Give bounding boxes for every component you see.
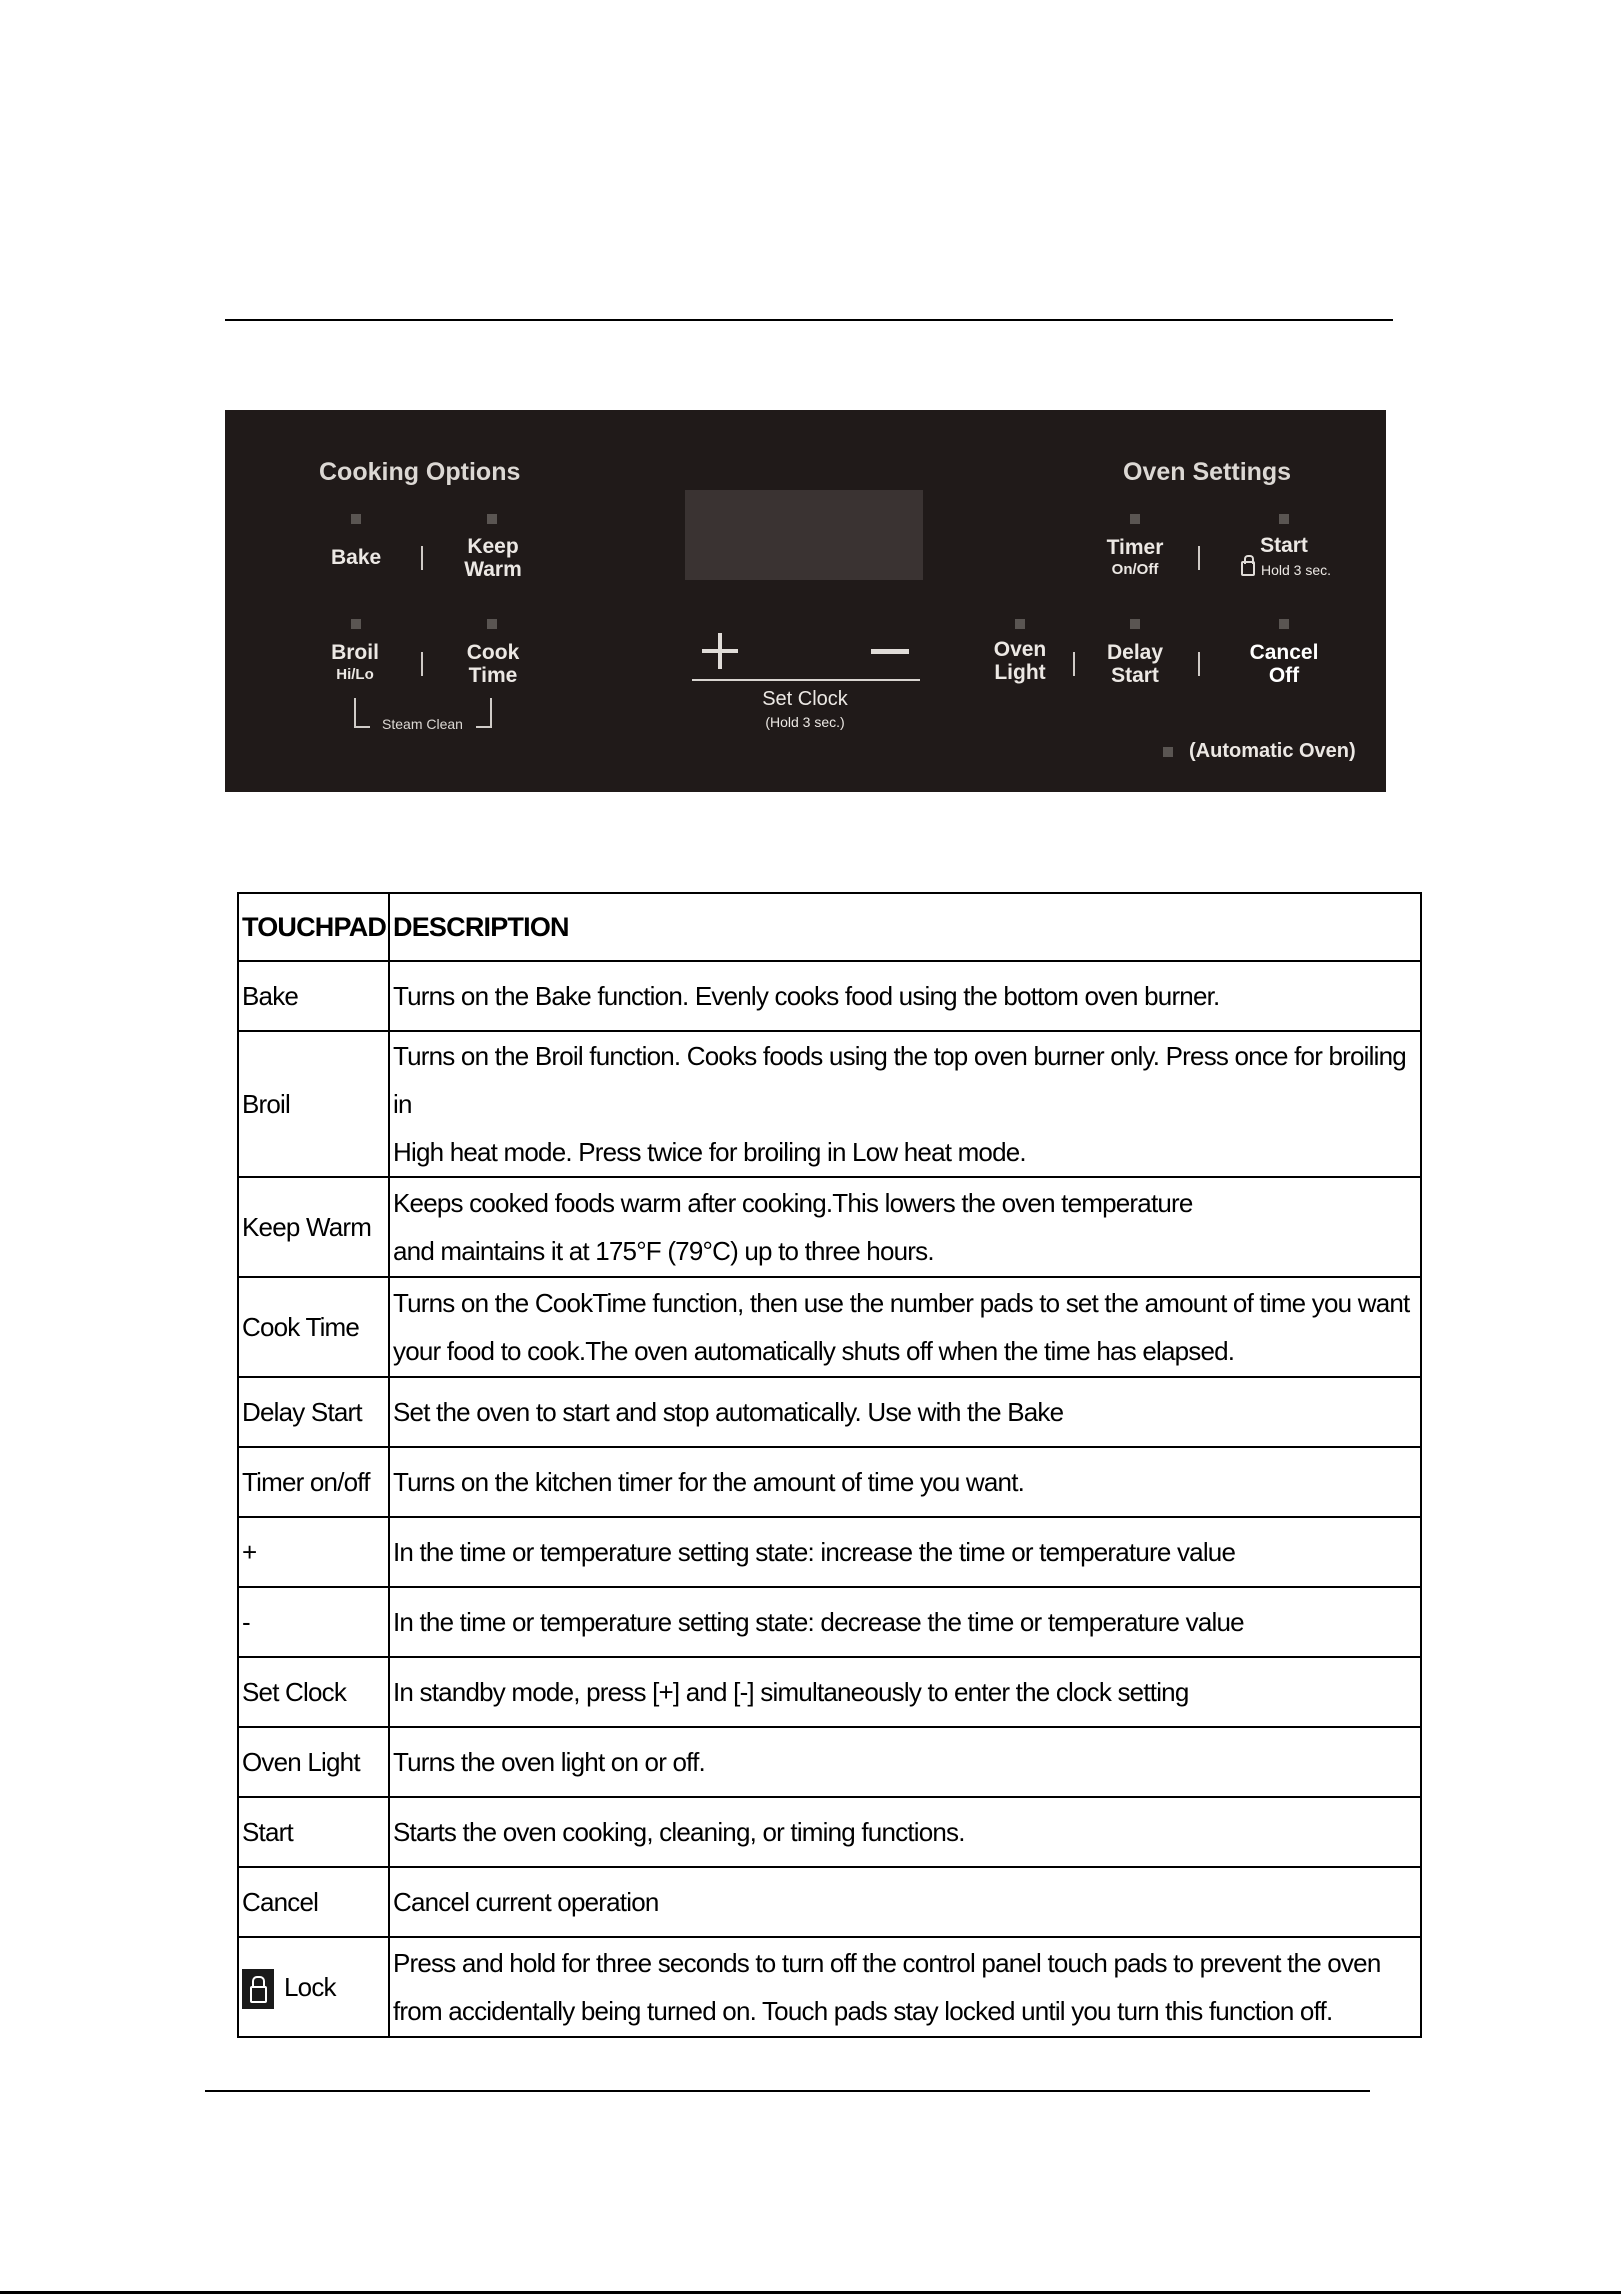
touchpad-name: Keep Warm <box>238 1177 389 1277</box>
table-row <box>238 1657 1421 1727</box>
keep-warm-led <box>487 514 497 524</box>
table-row <box>238 1867 1421 1937</box>
oven-light-label-1: Oven <box>993 638 1047 661</box>
description-line: Press and hold for three seconds to turn off the control panel touch pads to prevent the oven <box>393 1948 1381 1978</box>
table-row <box>238 1447 1421 1517</box>
table-row <box>238 1727 1421 1797</box>
broil-led <box>351 619 361 629</box>
steam-clean-bracket-right <box>476 698 492 728</box>
touchpad-name: Delay Start <box>238 1377 389 1447</box>
lock-icon <box>1241 561 1255 576</box>
table-row <box>238 1031 1421 1177</box>
bake-led <box>351 514 361 524</box>
header-touchpad: TOUCHPAD <box>238 893 389 961</box>
timer-led <box>1130 514 1140 524</box>
oven-light-label-2: Light <box>994 661 1046 684</box>
separator <box>1198 546 1200 570</box>
touchpad-description: Set the oven to start and stop automatically. Use with the Bake <box>389 1377 1421 1447</box>
touchpad-description: In the time or temperature setting state: decrease the time or temperature value <box>389 1587 1421 1657</box>
touchpad-description <box>389 1937 1421 2037</box>
separator <box>421 652 423 676</box>
separator <box>421 546 423 570</box>
broil-sub-label: Hi/Lo <box>336 666 374 683</box>
delay-start-label-1: Delay <box>1106 641 1164 664</box>
cancel-label-1: Cancel <box>1249 641 1319 664</box>
set-clock-divider <box>692 679 920 681</box>
plus-icon[interactable] <box>718 633 722 669</box>
table-row <box>238 1177 1421 1277</box>
touchpad-name: Broil <box>238 1031 389 1177</box>
keep-warm-label-2: Warm <box>464 558 522 581</box>
touchpad-name: Cook Time <box>238 1277 389 1377</box>
touchpad-description: Turns the oven light on or off. <box>389 1727 1421 1797</box>
delay-start-label-2: Start <box>1111 664 1159 687</box>
touchpad-name: + <box>238 1517 389 1587</box>
oven-light-led <box>1015 619 1025 629</box>
touchpad-description: Cancel current operation <box>389 1867 1421 1937</box>
description-line: Turns on the CookTime function, then use the number pads to set the amount of time you want <box>393 1288 1410 1318</box>
table-row <box>238 1277 1421 1377</box>
clock-display <box>685 490 923 580</box>
timer-label: Timer <box>1106 536 1164 559</box>
touchpad-name: Oven Light <box>238 1727 389 1797</box>
touchpad-description: In standby mode, press [+] and [-] simultaneously to enter the clock setting <box>389 1657 1421 1727</box>
touchpad-description <box>389 1277 1421 1377</box>
header-description: DESCRIPTION <box>389 893 1421 961</box>
touchpad-description: Turns on the kitchen timer for the amount of time you want. <box>389 1447 1421 1517</box>
steam-clean-bracket-left <box>354 698 370 728</box>
touchpad-name: - <box>238 1587 389 1657</box>
description-line: from accidentally being turned on. Touch pads stay locked until you turn this function off. <box>393 1996 1333 2026</box>
description-line: Keeps cooked foods warm after cooking.This lowers the oven temperature <box>393 1188 1193 1218</box>
start-hold-text: Hold 3 sec. <box>1260 562 1332 578</box>
description-line: Turns on the Broil function. Cooks foods using the top oven burner only. Press once for broiling in <box>393 1041 1406 1119</box>
description-line: your food to cook.The oven automatically shuts off when the time has elapsed. <box>393 1336 1235 1366</box>
lock-label: Lock <box>284 1972 336 2002</box>
touchpad-description-table <box>237 892 1422 2038</box>
start-label: Start <box>1260 534 1308 557</box>
broil-label: Broil <box>331 641 379 664</box>
control-panel <box>225 410 1386 792</box>
table-row <box>238 1937 1421 2037</box>
separator <box>1198 652 1200 676</box>
oven-settings-heading: Oven Settings <box>1123 458 1292 486</box>
touchpad-description <box>389 1031 1421 1177</box>
separator <box>1073 652 1075 676</box>
bottom-rule <box>205 2090 1370 2092</box>
table-header-row <box>238 893 1421 961</box>
table-row <box>238 1797 1421 1867</box>
table-row <box>238 1587 1421 1657</box>
cook-time-led <box>487 619 497 629</box>
touchpad-name <box>238 1937 389 2037</box>
description-line: and maintains it at 175°F (79°C) up to three hours. <box>393 1236 934 1266</box>
top-rule <box>225 319 1393 321</box>
set-clock-label: Set Clock <box>762 688 848 710</box>
touchpad-name: Cancel <box>238 1867 389 1937</box>
set-clock-sub-label: (Hold 3 sec.) <box>765 714 845 730</box>
touchpad-description: Starts the oven cooking, cleaning, or timing functions. <box>389 1797 1421 1867</box>
touchpad-name: Timer on/off <box>238 1447 389 1517</box>
description-line: High heat mode. Press twice for broiling in Low heat mode. <box>393 1137 1026 1167</box>
steam-clean-label: Steam Clean <box>382 716 463 732</box>
cancel-led <box>1279 619 1289 629</box>
touchpad-description: Turns on the Bake function. Evenly cooks food using the bottom oven burner. <box>389 961 1421 1031</box>
cooking-options-heading: Cooking Options <box>319 458 521 486</box>
touchpad-description <box>389 1177 1421 1277</box>
start-sub-label <box>1231 561 1341 579</box>
cook-time-label-1: Cook <box>466 641 520 664</box>
touchpad-name: Start <box>238 1797 389 1867</box>
touchpad-name: Bake <box>238 961 389 1031</box>
table-row <box>238 1377 1421 1447</box>
touchpad-name: Set Clock <box>238 1657 389 1727</box>
minus-icon[interactable] <box>871 649 909 654</box>
touchpad-table <box>237 892 1422 2038</box>
cook-time-label-2: Time <box>468 664 518 687</box>
timer-sub-label: On/Off <box>1111 561 1159 578</box>
keep-warm-label-1: Keep <box>467 535 519 558</box>
automatic-oven-led <box>1163 747 1173 757</box>
start-led <box>1279 514 1289 524</box>
touchpad-description: In the time or temperature setting state: increase the time or temperature value <box>389 1517 1421 1587</box>
cancel-label-2: Off <box>1268 664 1300 687</box>
automatic-oven-label: (Automatic Oven) <box>1189 740 1356 762</box>
lock-icon <box>242 1969 274 2009</box>
delay-start-led <box>1130 619 1140 629</box>
table-row <box>238 1517 1421 1587</box>
table-row <box>238 961 1421 1031</box>
bake-button[interactable]: Bake <box>331 546 382 569</box>
